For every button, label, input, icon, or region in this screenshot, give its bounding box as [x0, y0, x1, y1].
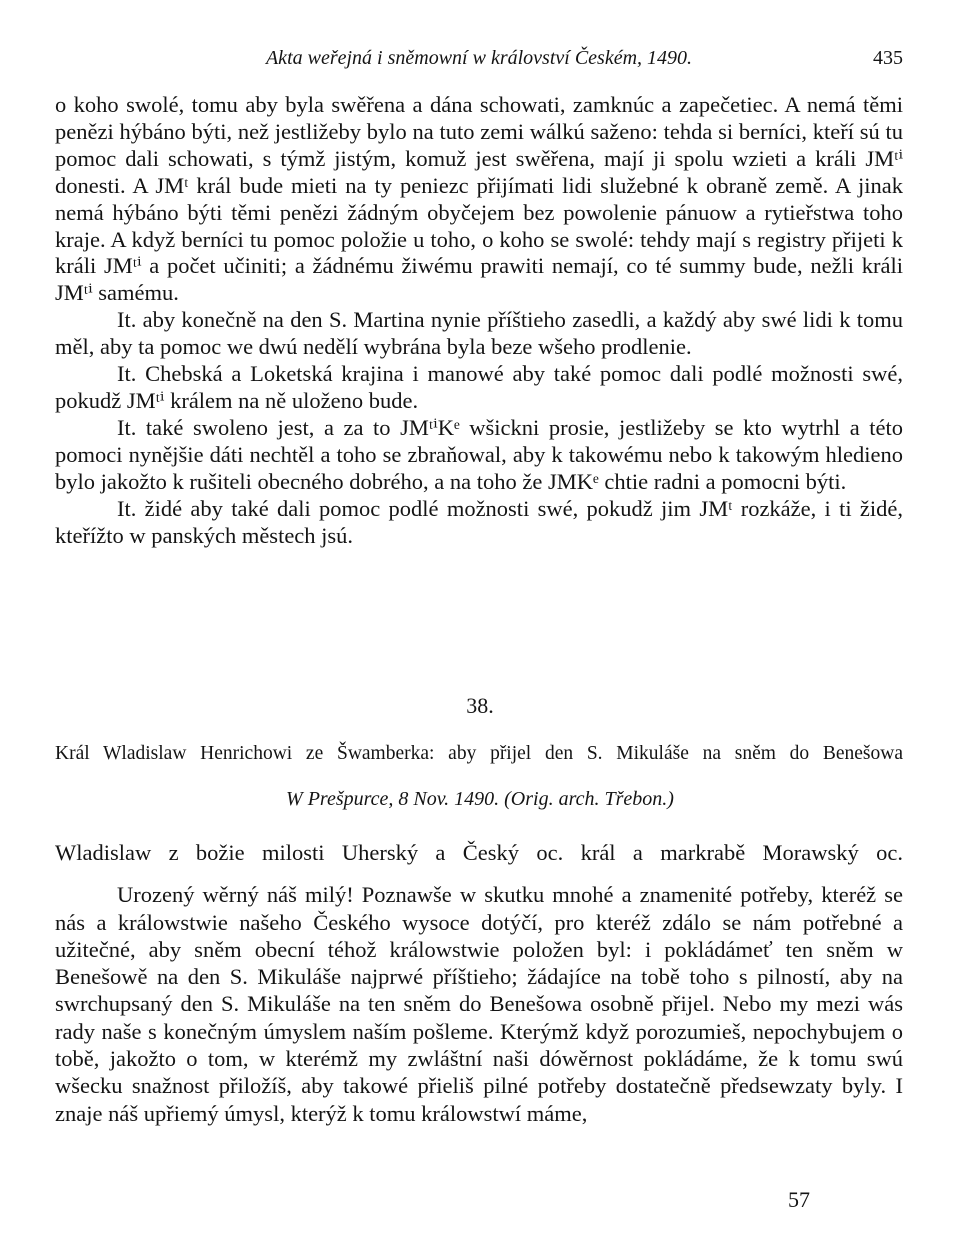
signature-mark: 57 — [788, 1187, 810, 1212]
running-title: Akta weřejná i sněmowní w království Českém, 1490. — [265, 47, 693, 69]
document-number: 38. — [466, 693, 494, 718]
main-text — [55, 92, 903, 549]
document-dateline: W Prešpurce, 8 Nov. 1490. (Orig. arch. Třebon.) — [286, 788, 674, 810]
paragraph-continuation: o koho swolé, tomu aby byla swěřena a dána schowati, zamknúc a zapečetiec. A nemá těmi penězi hýbáno býti, než jestližeby bylo na tuto zemi wálkú saženo: tehda si berníci, kteří sú tu pomoc dali schowati, s týmž jistým, komuž jest swěřena, mají ji spolu wzieti a králi JMᵗⁱ donesti. A JMᵗ král bude mieti na ty peniezc přijímati lidi služebné k obraně země. A jinak nemá hýbáno býti těmi penězi žádným obyčejem bez powolenie pánuow a rytieřstwa toho kraje. A když berníci tu pomoc položie u toho, o koho se swolé: tehdy mají s registry přijeti k králi JMᵗⁱ a počet učiniti; a žádnému žiwému prawiti nemají, co té summy bude, nežli králi JMᵗⁱ samému. — [55, 92, 903, 306]
document-heading: Král Wladislaw Henrichowi ze Šwamberka: aby přijel den S. Mikuláše na sněm do Benešowa — [55, 743, 903, 764]
paragraph-item: It. židé aby také dali pomoc podlé možnosti swé, pokudž jim JMᵗ rozkáže, i ti židé, kteřížto w panských městech jsú. — [55, 495, 903, 548]
letter-body: Urozený wěrný náš milý! Poznawše w skutku mnohé a znamenité potřeby, kteréž se nás a králowstwie našeho Českého wysoce dotýčí, pro kteréž zdálo se nám potřebné a užitečné, aby sněm obecní téhož králowstwie položen byl: i pokládámeť ten sněm w Benešowě na den S. Mikuláše najprwé příštieho; žádajíce na tobě toho s pilností, aby na swrchupsaný den S. Mikuláše na ten sněm do Benešowa osobně přijel. Nebo my mezi wás rady naše s konečným úmyslem naším pošleme. Kterýmž když porozumieš, nepochybujem o tobě, jakožto o tom, w kterémž my zwláštní naši dówěrnost pokládáme, že k tomu swú wšecku snažnost přiložíš, aby takowé přieliš pilné potřeby dostatečně předsewzaty byly. I znaje náš upřiemý úmysl, kterýž k tomu králowstwí máme, — [55, 882, 903, 1126]
paragraph-item: It. Chebská a Loketská krajina i manowé aby také pomoc dali podlé možnosti swé, pokudž JMᵗⁱ králem na ně uloženo bude. — [55, 361, 903, 413]
paragraph-item: It. také swoleno jest, a za to JMᵗⁱKᵉ wšickni prosie, jestližeby se kto wytrhl a této pomoci nynějšie dáti nechtěl a toho se zbraňowal, aby k takowému nebo k takowým hledieno bylo jakožto k rušiteli obecného dobrého, a na toho že JMKᵉ chtie radni a pomocni býti. — [55, 414, 903, 494]
letter-text — [55, 839, 903, 1127]
running-head — [55, 47, 903, 77]
paragraph-item: It. aby konečně na den S. Martina nynie příštieho zasedli, a každý aby swé lidi k tomu měl, aby ta pomoc we dwú nedělí wybrána byla beze wšeho prodlenie. — [55, 307, 903, 360]
page-number: 435 — [873, 47, 903, 69]
letter-opening: Wladislaw z božie milosti Uherský a Český oc. král a markrabě Morawský oc. — [55, 840, 903, 865]
